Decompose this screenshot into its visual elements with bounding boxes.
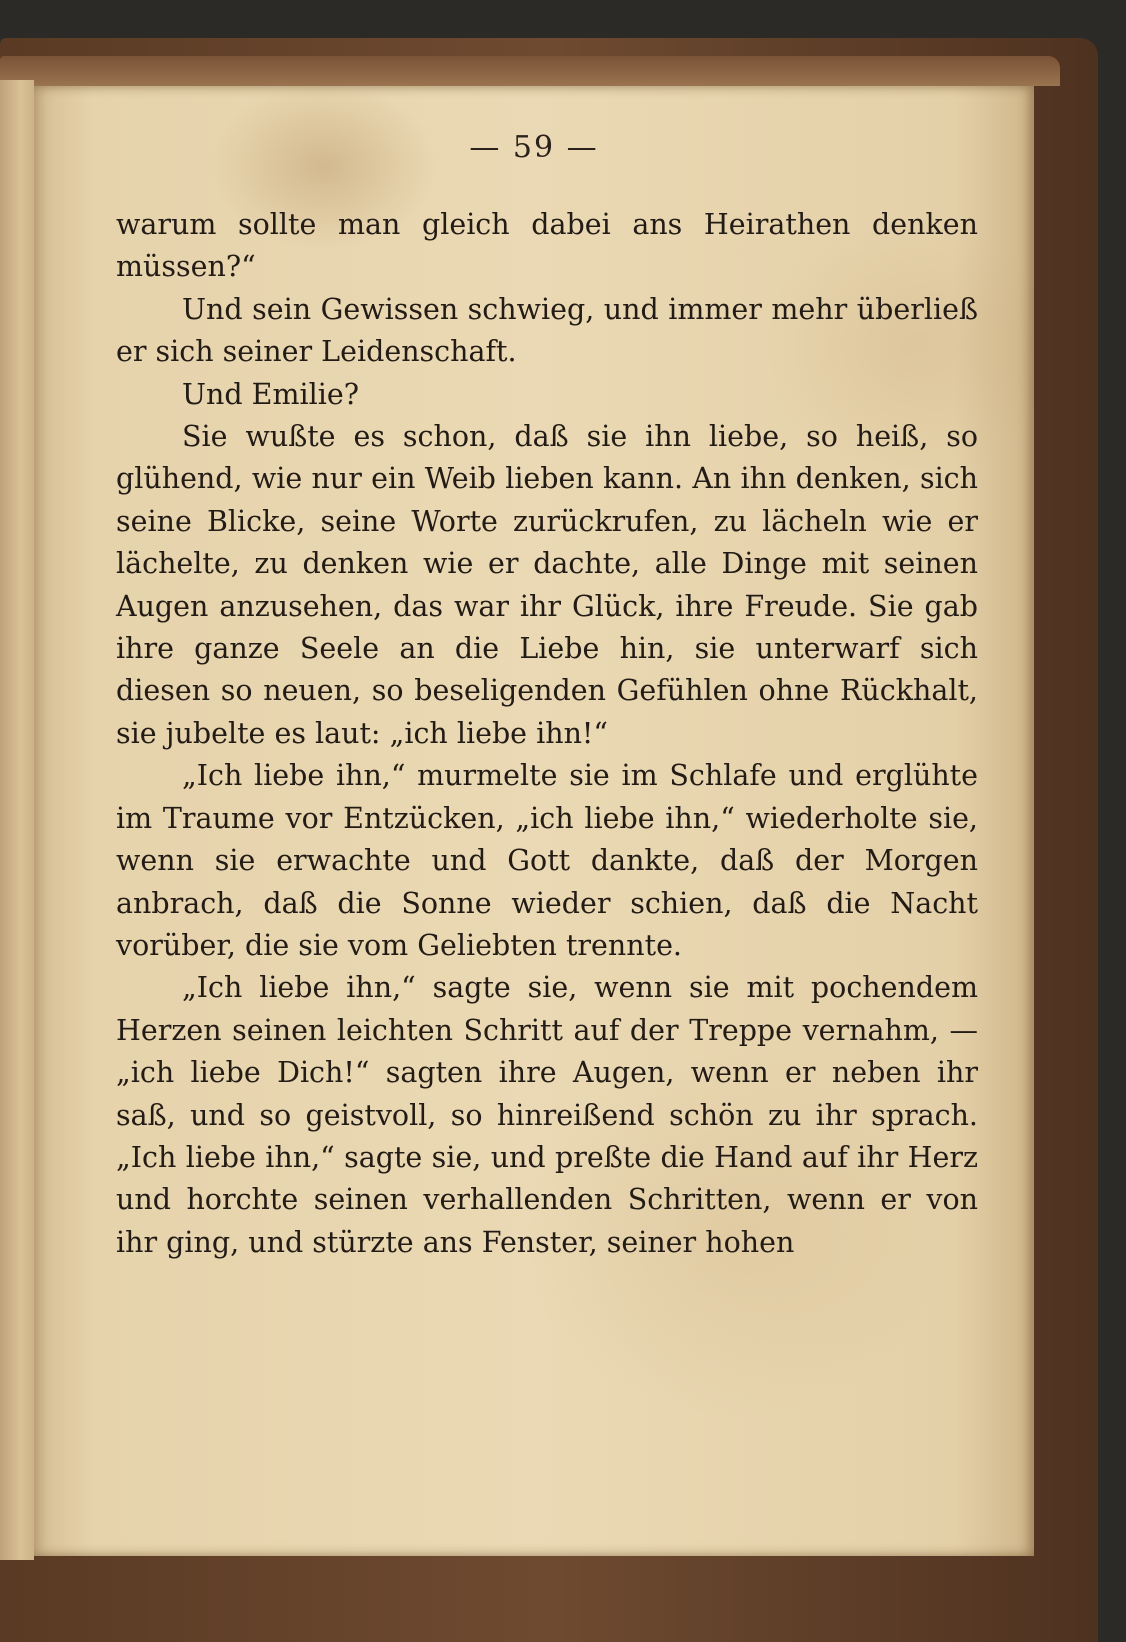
page-number: — 59 —	[469, 130, 599, 165]
paragraph-6: „Ich liebe ihn,“ sagte sie, wenn sie mit pochendem Herzen seinen leichten Schritt auf der Treppe vernahm, — „ich liebe Dich!“ sagten ihre Augen, wenn er neben ihr saß, und so geistvoll, so hinreißend schön zu ihr sprach. „Ich liebe ihn,“ sagte sie, und preßte die Hand auf ihr Herz und horchte seinen verhallenden Schritten, wenn er von ihr ging, und stürzte ans Fenster, seiner hohen	[116, 971, 978, 1259]
paragraph-4: Sie wußte es schon, daß sie ihn liebe, so heiß, so glühend, wie nur ein Weib lieben kann. An ihn denken, sich seine Blicke, seine Worte zurückrufen, zu lächeln wie er lächelte, zu denken wie er dachte, alle Dinge mit seinen Augen anzusehen, das war ihr Glück, ihre Freude. Sie gab ihre ganze Seele an die Liebe hin, sie unterwarf sich diesen so neuen, so beseligenden Gefühlen ohne Rückhalt, sie jubelte es laut: „ich liebe ihn!“	[116, 420, 978, 750]
page-stack-edge	[0, 80, 34, 1560]
paragraph-1: warum sollte man gleich dabei ans Heirathen denken müssen?“	[116, 208, 978, 284]
paragraph-2: Und sein Gewissen schwieg, und immer mehr überließ er sich seiner Leidenschaft.	[116, 292, 978, 369]
book-page	[34, 86, 1034, 1556]
book-top-edge	[0, 56, 1060, 86]
paragraph-3: Und Emilie?	[182, 377, 359, 411]
paragraph-5: „Ich liebe ihn,“ murmelte sie im Schlafe und erglühte im Traume vor Entzücken, „ich liebe ihn,“ wiederholte sie, wenn sie erwachte und Gott dankte, daß der Morgen anbrach, daß die Sonne wieder schien, daß die Nacht vorüber, die sie vom Geliebten trennte.	[116, 759, 978, 962]
body-text	[116, 204, 978, 1264]
